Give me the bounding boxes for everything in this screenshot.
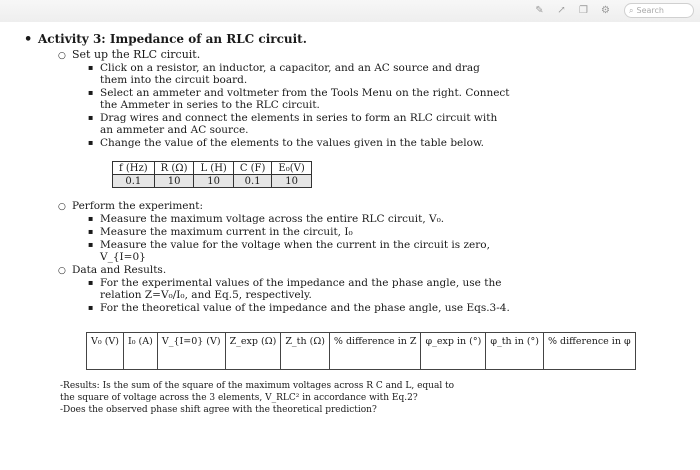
perform-heading: ○ Perform the experiment:	[58, 200, 204, 212]
square-bullet-icon: ▪	[88, 88, 94, 97]
table-cell: 10	[272, 175, 311, 188]
circuit-values-table	[112, 161, 312, 188]
settings-icon[interactable]: ⚙	[601, 5, 610, 16]
table-header-row	[87, 333, 636, 370]
search-placeholder: Search	[636, 6, 664, 15]
results-questions	[24, 380, 674, 416]
list-item: ▪ For the theoretical value of the impedance and the phase angle, use Eqs.3-4.	[88, 302, 510, 314]
square-bullet-icon: ▪	[88, 278, 94, 287]
table-row	[113, 175, 312, 188]
table-header-cell: V₀ (V)	[87, 333, 124, 370]
pen-icon[interactable]: ✎	[535, 5, 544, 16]
list-item: ▪ Change the value of the elements to the values given in the table below.	[88, 137, 485, 149]
square-bullet-icon: ▪	[88, 227, 94, 236]
table-header-cell: E₀(V)	[272, 162, 311, 175]
list-item: ▪ Click on a resistor, an inductor, a capacitor, and an AC source and drag them into the circuit board.	[88, 62, 480, 86]
data-heading: ○ Data and Results.	[58, 264, 167, 276]
search-input[interactable]	[624, 3, 694, 18]
square-bullet-icon: ▪	[88, 240, 94, 249]
table-header-cell: C (F)	[233, 162, 272, 175]
table-header-row	[113, 162, 312, 175]
toolbar-icons	[533, 4, 612, 17]
results-table	[86, 332, 636, 370]
browser-toolbar	[0, 0, 700, 22]
table-header-cell: Z_exp (Ω)	[225, 333, 281, 370]
table-header-cell: f (Hz)	[113, 162, 155, 175]
square-bullet-icon: ▪	[88, 303, 94, 312]
document-body	[24, 32, 674, 416]
table-header-cell: φ_exp in (°)	[421, 333, 486, 370]
question-1: -Results: Is the sum of the square of the maximum voltages across R C and L, equal to the square of voltage across the 3 elements, V_RLC² in accordance with Eq.2?	[60, 381, 455, 403]
table-cell: 10	[194, 175, 233, 188]
table-cell: 0.1	[233, 175, 272, 188]
search-icon: ⌕	[629, 5, 634, 15]
bullet-icon: •	[24, 32, 33, 47]
circle-bullet-icon: ○	[58, 266, 66, 276]
table-header-cell: % difference in φ	[544, 333, 636, 370]
table-header-cell: Z_th (Ω)	[281, 333, 330, 370]
square-bullet-icon: ▪	[88, 113, 94, 122]
share-icon[interactable]: ↗	[557, 5, 566, 16]
list-item: ▪ Measure the maximum voltage across the entire RLC circuit, V₀.	[88, 213, 445, 225]
table-header-cell: φ_th in (°)	[486, 333, 544, 370]
table-header-cell: R (Ω)	[154, 162, 194, 175]
table-header-cell: L (H)	[194, 162, 233, 175]
list-item: ▪ Measure the value for the voltage when the current in the circuit is zero, V_{I=0}	[88, 239, 490, 263]
table-header-cell: I₀ (A)	[123, 333, 157, 370]
table-header-cell: V_{I=0} (V)	[157, 333, 225, 370]
square-bullet-icon: ▪	[88, 214, 94, 223]
table-header-cell: % difference in Z	[329, 333, 421, 370]
square-bullet-icon: ▪	[88, 138, 94, 147]
list-item: ▪ Drag wires and connect the elements in series to form an RLC circuit with an ammeter and AC source.	[88, 112, 498, 136]
list-item: ▪ Measure the maximum current in the circuit, I₀	[88, 226, 353, 238]
copy-icon[interactable]: ❐	[579, 5, 588, 16]
list-item: ▪ Select an ammeter and voltmeter from the Tools Menu on the right. Connect the Ammeter in series to the RLC circuit.	[88, 87, 510, 111]
table-cell: 0.1	[113, 175, 155, 188]
question-2: -Does the observed phase shift agree with the theoretical prediction?	[60, 405, 377, 415]
table-cell: 10	[154, 175, 194, 188]
circle-bullet-icon: ○	[58, 202, 66, 212]
circle-bullet-icon: ○	[58, 51, 66, 61]
activity-title: • Activity 3: Impedance of an RLC circuit.	[24, 32, 307, 47]
setup-heading: ○ Set up the RLC circuit.	[58, 48, 201, 61]
square-bullet-icon: ▪	[88, 63, 94, 72]
list-item: ▪ For the experimental values of the impedance and the phase angle, use the relation Z=V₀/I₀, and Eq.5, respectively.	[88, 277, 502, 301]
